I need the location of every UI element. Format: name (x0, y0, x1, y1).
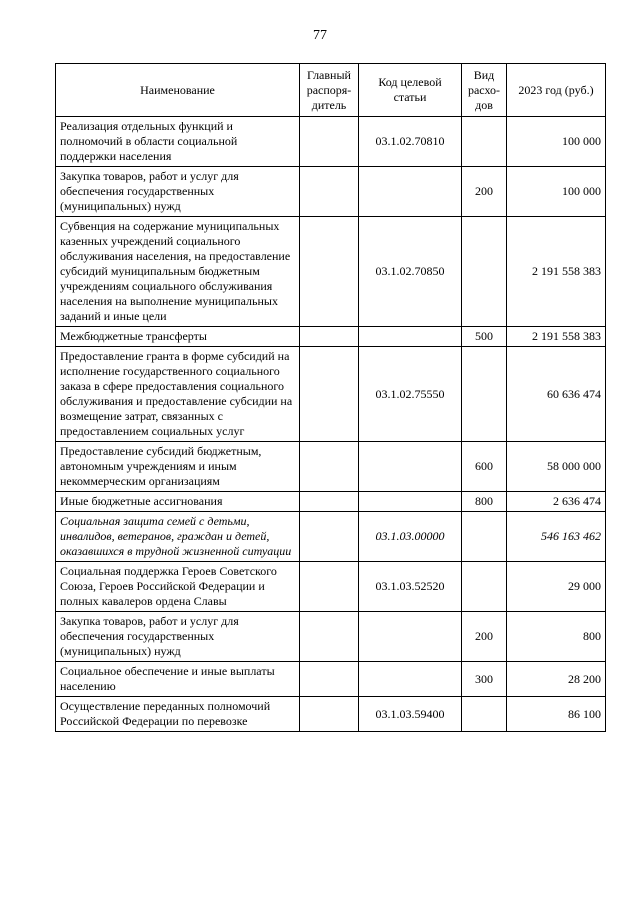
cell-code: 03.1.03.59400 (359, 697, 462, 732)
table-row (56, 662, 606, 697)
cell-admin (300, 697, 359, 732)
cell-code (359, 492, 462, 512)
header-code: Код целевой статьи (359, 64, 462, 117)
cell-amount: 100 000 (507, 117, 606, 167)
cell-kind (462, 562, 507, 612)
cell-name: Социальная поддержка Героев Советского Союза, Героев Российской Федерации и полных кавалеров ордена Славы (56, 562, 300, 612)
cell-kind: 300 (462, 662, 507, 697)
table-row (56, 347, 606, 442)
cell-amount: 100 000 (507, 167, 606, 217)
cell-code: 03.1.03.52520 (359, 562, 462, 612)
cell-admin (300, 662, 359, 697)
table-row (56, 612, 606, 662)
cell-amount: 2 191 558 383 (507, 327, 606, 347)
cell-amount: 546 163 462 (507, 512, 606, 562)
cell-code (359, 167, 462, 217)
table-row (56, 327, 606, 347)
cell-admin (300, 327, 359, 347)
page-number: 77 (313, 28, 327, 43)
cell-admin (300, 347, 359, 442)
cell-name: Закупка товаров, работ и услуг для обеспечения государственных (муниципальных) нужд (56, 612, 300, 662)
cell-name: Закупка товаров, работ и услуг для обеспечения государственных (муниципальных) нужд (56, 167, 300, 217)
cell-admin (300, 117, 359, 167)
cell-name: Предоставление субсидий бюджетным, автономным учреждениям и иным некоммерческим организациям (56, 442, 300, 492)
cell-kind: 800 (462, 492, 507, 512)
table-row (56, 512, 606, 562)
budget-table (55, 63, 606, 732)
table-header-row (56, 64, 606, 117)
header-admin: Главный распоря-дитель (300, 64, 359, 117)
cell-admin (300, 442, 359, 492)
cell-kind (462, 217, 507, 327)
cell-name: Иные бюджетные ассигнования (56, 492, 300, 512)
table-row (56, 562, 606, 612)
cell-amount: 2 191 558 383 (507, 217, 606, 327)
cell-code (359, 662, 462, 697)
cell-code: 03.1.02.70810 (359, 117, 462, 167)
cell-admin (300, 167, 359, 217)
cell-name: Субвенция на содержание муниципальных казенных учреждений социального обслуживания населения, на предоставление субсидий муниципальным бюджетным учреждениям социального обслуживания населения на выполнение муниципальных заданий и иные цели (56, 217, 300, 327)
cell-kind (462, 347, 507, 442)
header-kind: Вид расхо-дов (462, 64, 507, 117)
table-row (56, 217, 606, 327)
table-row (56, 697, 606, 732)
cell-admin (300, 492, 359, 512)
cell-kind (462, 512, 507, 562)
table-row (56, 117, 606, 167)
header-amount: 2023 год (руб.) (507, 64, 606, 117)
cell-amount: 2 636 474 (507, 492, 606, 512)
cell-amount: 86 100 (507, 697, 606, 732)
cell-amount: 60 636 474 (507, 347, 606, 442)
cell-code (359, 612, 462, 662)
table-row (56, 492, 606, 512)
cell-code: 03.1.03.00000 (359, 512, 462, 562)
cell-admin (300, 217, 359, 327)
cell-kind (462, 697, 507, 732)
cell-kind (462, 117, 507, 167)
cell-name: Осуществление переданных полномочий Российской Федерации по перевозке (56, 697, 300, 732)
cell-kind: 600 (462, 442, 507, 492)
table-row (56, 442, 606, 492)
cell-amount: 28 200 (507, 662, 606, 697)
cell-name: Межбюджетные трансферты (56, 327, 300, 347)
cell-amount: 58 000 000 (507, 442, 606, 492)
cell-kind: 200 (462, 612, 507, 662)
cell-code (359, 442, 462, 492)
cell-amount: 29 000 (507, 562, 606, 612)
cell-admin (300, 612, 359, 662)
cell-name: Социальное обеспечение и иные выплаты населению (56, 662, 300, 697)
cell-code: 03.1.02.75550 (359, 347, 462, 442)
cell-kind: 500 (462, 327, 507, 347)
cell-code: 03.1.02.70850 (359, 217, 462, 327)
cell-admin (300, 512, 359, 562)
header-name: Наименование (56, 64, 300, 117)
table-row (56, 167, 606, 217)
cell-name: Предоставление гранта в форме субсидий на исполнение государственного социального заказа в сфере предоставления социального обслуживания и предоставление субсидии на возмещение затрат, связанных с предоставлением социальных услуг (56, 347, 300, 442)
cell-kind: 200 (462, 167, 507, 217)
cell-admin (300, 562, 359, 612)
cell-name: Реализация отдельных функций и полномочий в области социальной поддержки населения (56, 117, 300, 167)
cell-code (359, 327, 462, 347)
cell-name: Социальная защита семей с детьми, инвалидов, ветеранов, граждан и детей, оказавшихся в трудной жизненной ситуации (56, 512, 300, 562)
cell-amount: 800 (507, 612, 606, 662)
table-body (56, 117, 606, 732)
